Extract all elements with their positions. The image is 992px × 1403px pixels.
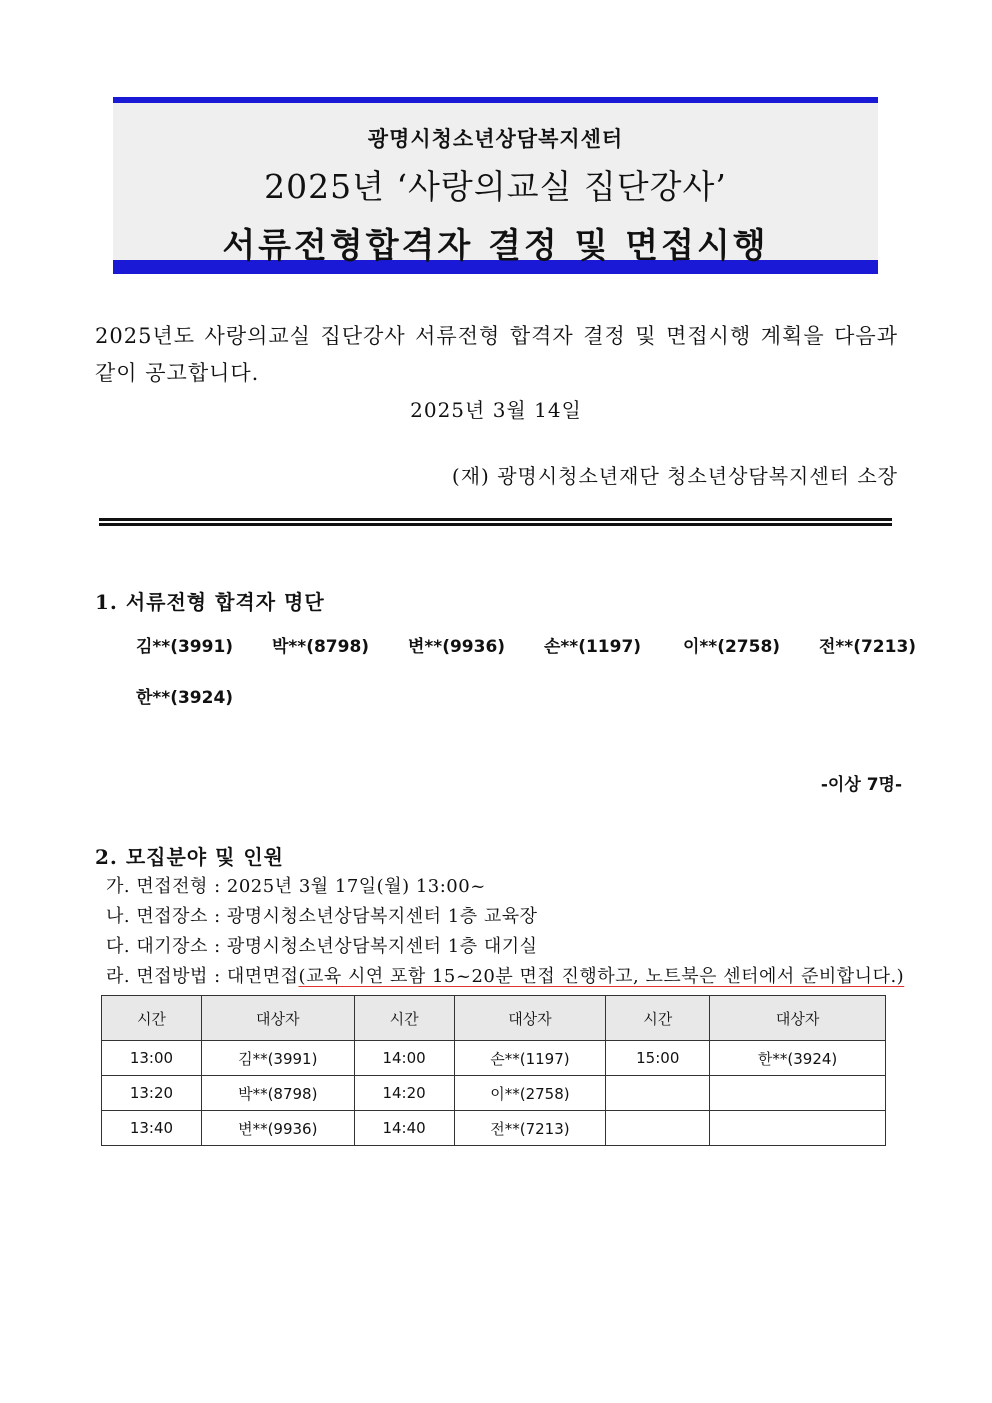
title-organization: 광명시청소년상담복지센터	[367, 126, 624, 151]
time-cell: 13:20	[102, 1076, 202, 1111]
section-1-heading: 1. 서류전형 합격자 명단	[95, 590, 325, 614]
detail-label: 나. 면접장소 :	[106, 906, 227, 927]
time-cell: 13:00	[102, 1041, 202, 1076]
intro-paragraph: 2025년도 사랑의교실 집단강사 서류전형 합격자 결정 및 면접시행 계획을 다음과 같이 공고합니다.	[95, 324, 898, 385]
table-header-row	[102, 996, 886, 1041]
time-cell: 15:00	[606, 1041, 710, 1076]
detail-value: 대면면접	[226, 966, 299, 987]
candidate-cell	[710, 1076, 886, 1111]
detail-note: (교육 시연 포함 15~20분 면접 진행하고, 노트북은 센터에서 준비합니다.)	[298, 966, 905, 987]
detail-value: 2025년 3월 17일(월) 13:00~	[226, 876, 486, 897]
detail-item	[106, 872, 904, 902]
detail-item	[106, 932, 904, 962]
signer: (재) 광명시청소년재단 청소년상담복지센터 소장	[451, 464, 898, 488]
candidate-cell: 한**(3924)	[710, 1041, 886, 1076]
candidate-cell: 이**(2758)	[454, 1076, 606, 1111]
passed-name: 변**(9936)	[408, 637, 506, 657]
candidate-cell: 전**(7213)	[454, 1111, 606, 1146]
candidate-cell: 손**(1197)	[454, 1041, 606, 1076]
table-row	[102, 1076, 886, 1111]
title-box	[113, 97, 878, 274]
time-cell: 14:40	[354, 1111, 454, 1146]
passed-name: 한**(3924)	[136, 688, 234, 708]
candidate-cell: 김**(3991)	[201, 1041, 354, 1076]
passed-name: 전**(7213)	[819, 637, 917, 657]
detail-item	[106, 902, 904, 932]
column-header: 대상자	[710, 996, 886, 1041]
column-header: 시간	[102, 996, 202, 1041]
interview-details	[106, 872, 904, 992]
total-count: -이상 7명-	[820, 775, 902, 795]
table-row	[102, 1041, 886, 1076]
time-cell: 14:00	[354, 1041, 454, 1076]
passed-name: 손**(1197)	[544, 637, 642, 657]
detail-label: 다. 대기장소 :	[106, 936, 227, 957]
candidate-cell: 박**(8798)	[201, 1076, 354, 1111]
table-row	[102, 1111, 886, 1146]
time-cell: 14:20	[354, 1076, 454, 1111]
title-line-2: 서류전형합격자 결정 및 면접시행	[222, 226, 769, 266]
title-line-1: 2025년 ‘사랑의교실 집단강사’	[264, 167, 727, 206]
passed-name: 이**(2758)	[683, 637, 781, 657]
detail-item	[106, 962, 904, 992]
detail-label: 라. 면접방법 :	[106, 966, 227, 987]
column-header: 대상자	[201, 996, 354, 1041]
interview-schedule-table	[101, 995, 886, 1146]
announcement-date: 2025년 3월 14일	[410, 398, 582, 422]
candidate-cell	[710, 1111, 886, 1146]
passed-name: 박**(8798)	[272, 637, 370, 657]
time-cell: 13:40	[102, 1111, 202, 1146]
section-2-heading: 2. 모집분야 및 인원	[95, 845, 285, 869]
column-header: 시간	[354, 996, 454, 1041]
candidate-cell: 변**(9936)	[201, 1111, 354, 1146]
column-header: 대상자	[454, 996, 606, 1041]
detail-value: 광명시청소년상담복지센터 1층 교육장	[226, 906, 538, 927]
time-cell	[606, 1111, 710, 1146]
passed-name: 김**(3991)	[136, 637, 234, 657]
column-header: 시간	[606, 996, 710, 1041]
detail-label: 가. 면접전형 :	[106, 876, 227, 897]
double-divider	[99, 518, 892, 526]
time-cell	[606, 1076, 710, 1111]
detail-value: 광명시청소년상담복지센터 1층 대기실	[226, 936, 538, 957]
